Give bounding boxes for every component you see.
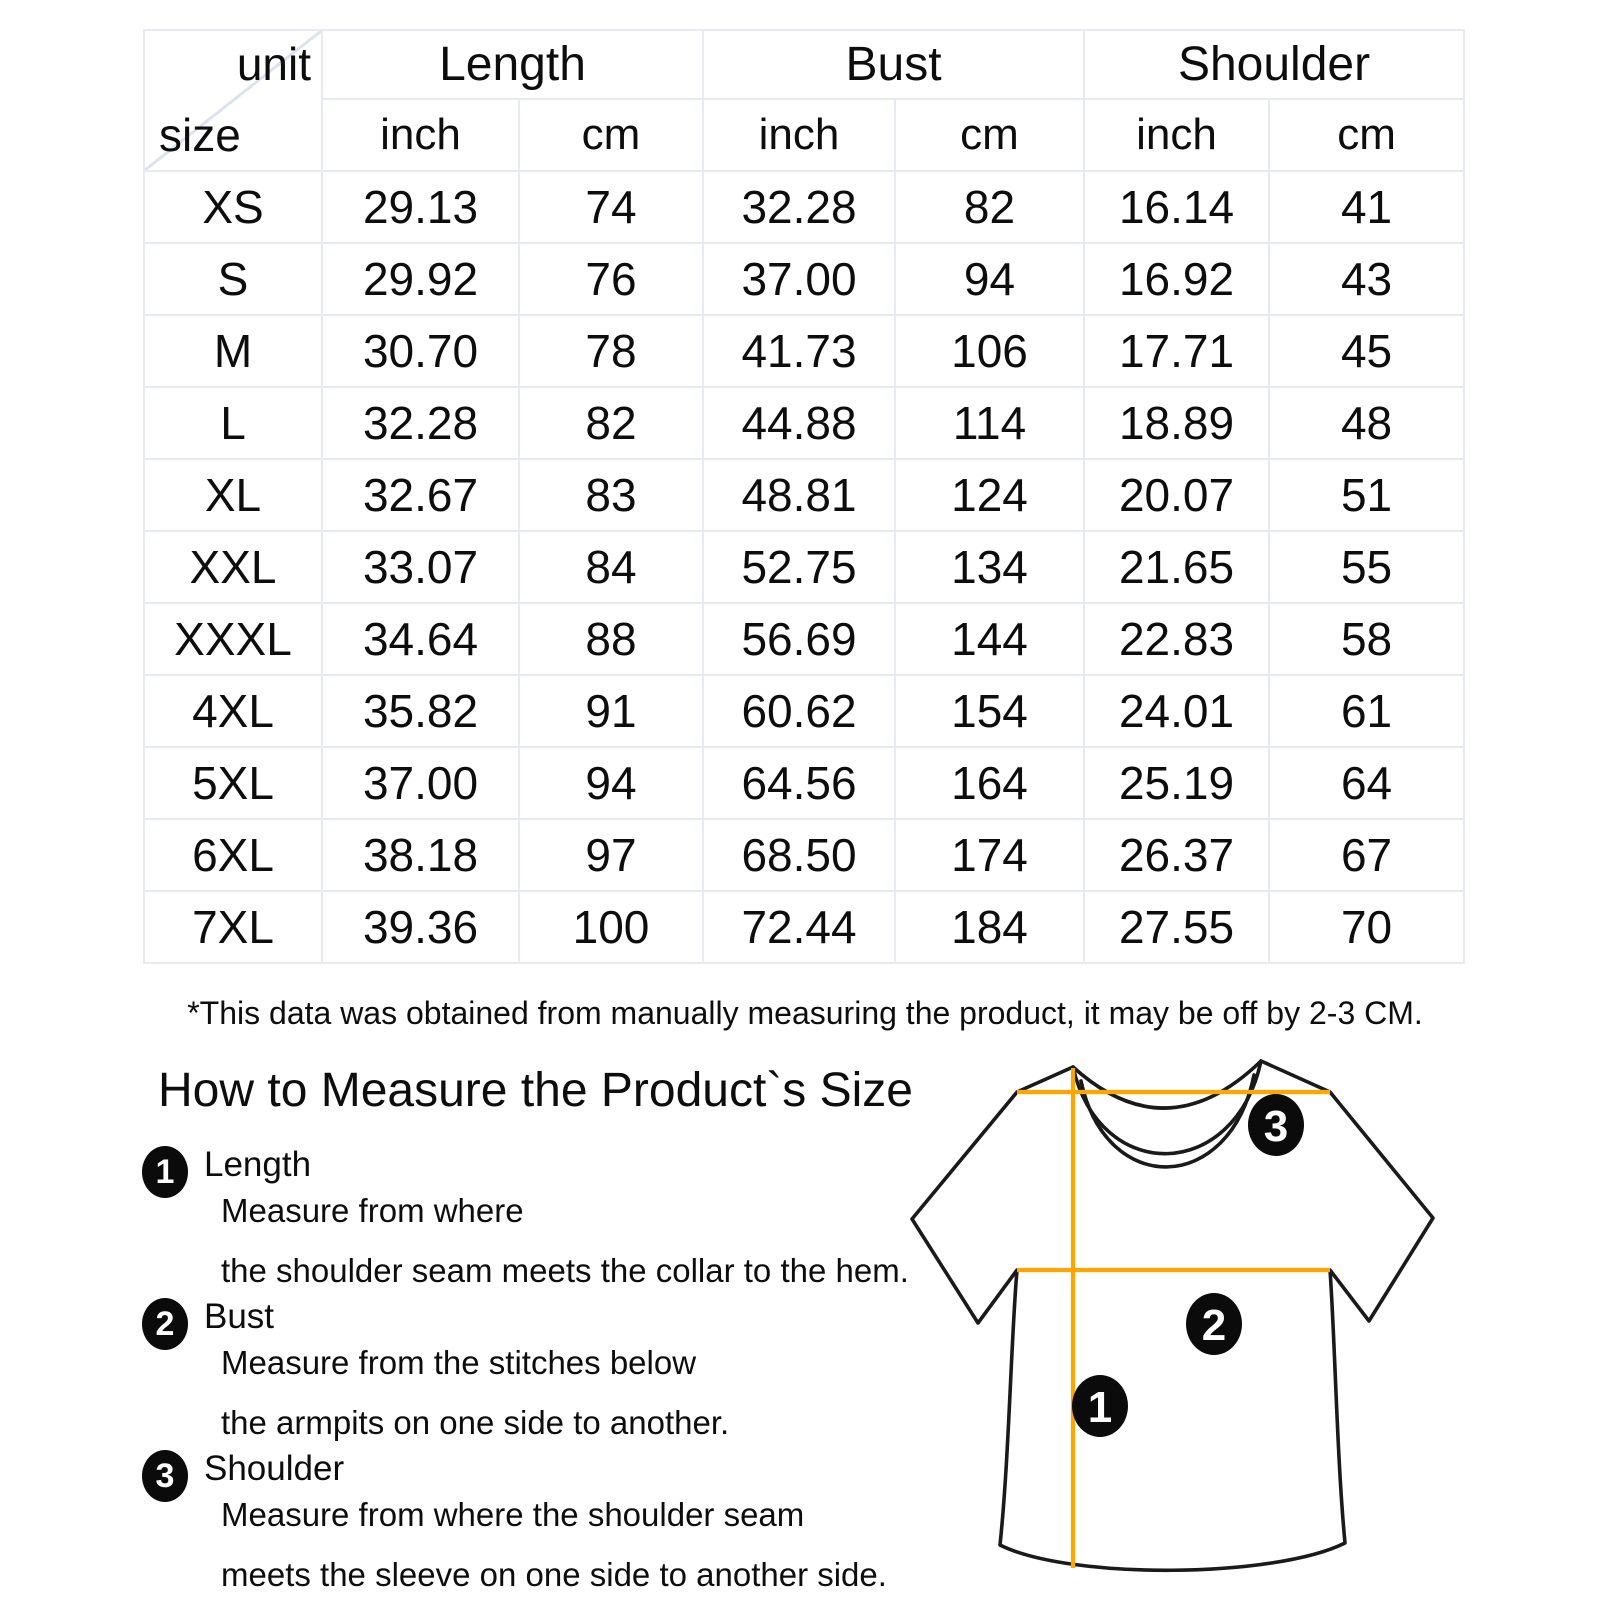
tshirt-measure-diagram	[850, 1040, 1490, 1590]
measurement-value: 48	[1269, 387, 1464, 459]
measure-item-length	[142, 1142, 922, 1294]
measurement-value: 44.88	[703, 387, 895, 459]
size-label: XL	[144, 459, 322, 531]
table-row	[144, 171, 1464, 243]
size-label: 6XL	[144, 819, 322, 891]
measure-item-line: the armpits on one side to another.	[221, 1404, 730, 1441]
group-header-length: Length	[322, 30, 703, 99]
measurement-value: 38.18	[322, 819, 519, 891]
measurement-value: 184	[895, 891, 1084, 963]
marker-3-label: 3	[1263, 1102, 1289, 1151]
measure-item-line: Measure from where	[221, 1192, 524, 1229]
measure-item-shoulder	[142, 1446, 922, 1598]
measurement-value: 91	[519, 675, 703, 747]
measurement-value: 60.62	[703, 675, 895, 747]
measurement-value: 78	[519, 315, 703, 387]
measurement-value: 56.69	[703, 603, 895, 675]
measurement-value: 64.56	[703, 747, 895, 819]
size-chart-table	[143, 29, 1465, 964]
corner-size-label: size	[159, 109, 241, 161]
measure-item-label: Length	[204, 1145, 312, 1184]
measurement-value: 72.44	[703, 891, 895, 963]
group-header-bust: Bust	[703, 30, 1084, 99]
measurement-value: 88	[519, 603, 703, 675]
measurement-value: 52.75	[703, 531, 895, 603]
measurement-value: 48.81	[703, 459, 895, 531]
measurement-value: 32.67	[322, 459, 519, 531]
measurement-value: 27.55	[1084, 891, 1269, 963]
unit-header: inch	[703, 99, 895, 171]
measurement-value: 32.28	[703, 171, 895, 243]
measurement-value: 144	[895, 603, 1084, 675]
measurement-value: 34.64	[322, 603, 519, 675]
measurement-value: 83	[519, 459, 703, 531]
measurement-value: 29.92	[322, 243, 519, 315]
size-label: XXL	[144, 531, 322, 603]
measurement-value: 100	[519, 891, 703, 963]
unit-header: cm	[895, 99, 1084, 171]
unit-header: inch	[1084, 99, 1269, 171]
table-row	[144, 675, 1464, 747]
measure-item-line: meets the sleeve on one side to another side.	[221, 1556, 887, 1593]
table-row	[144, 819, 1464, 891]
measurement-value: 22.83	[1084, 603, 1269, 675]
size-table-body	[144, 171, 1464, 963]
measurement-value: 70	[1269, 891, 1464, 963]
corner-unit-label: unit	[236, 38, 311, 90]
measure-item-line: Measure from where the shoulder seam	[221, 1496, 805, 1533]
measurement-disclaimer: *This data was obtained from manually measuring the product, it may be off by 2-3 CM.	[187, 995, 1423, 1031]
group-header-shoulder: Shoulder	[1084, 30, 1464, 99]
measure-item-line: Measure from the stitches below	[221, 1344, 697, 1381]
measurement-value: 25.19	[1084, 747, 1269, 819]
unit-header-row	[144, 99, 1464, 171]
measurement-value: 164	[895, 747, 1084, 819]
measurement-value: 43	[1269, 243, 1464, 315]
measure-item-line: the shoulder seam meets the collar to the hem.	[221, 1252, 909, 1289]
number-badge-2: 2	[142, 1298, 188, 1350]
measurement-value: 29.13	[322, 171, 519, 243]
measurement-value: 114	[895, 387, 1084, 459]
measurement-value: 30.70	[322, 315, 519, 387]
measurement-value: 76	[519, 243, 703, 315]
measurement-value: 21.65	[1084, 531, 1269, 603]
size-label: 5XL	[144, 747, 322, 819]
size-label: L	[144, 387, 322, 459]
measurement-value: 74	[519, 171, 703, 243]
measurement-value: 84	[519, 531, 703, 603]
table-row	[144, 315, 1464, 387]
size-label: M	[144, 315, 322, 387]
measurement-value: 124	[895, 459, 1084, 531]
measurement-value: 64	[1269, 747, 1464, 819]
measurement-value: 94	[895, 243, 1084, 315]
corner-cell	[144, 30, 322, 171]
marker-2-label: 2	[1201, 1301, 1227, 1350]
measurement-value: 82	[895, 171, 1084, 243]
unit-header: inch	[322, 99, 519, 171]
number-badge-3: 3	[142, 1450, 188, 1502]
measurement-value: 174	[895, 819, 1084, 891]
table-row	[144, 891, 1464, 963]
measurement-value: 94	[519, 747, 703, 819]
unit-header: cm	[519, 99, 703, 171]
table-row	[144, 603, 1464, 675]
table-row	[144, 531, 1464, 603]
measurement-value: 33.07	[322, 531, 519, 603]
table-row	[144, 243, 1464, 315]
measurement-value: 106	[895, 315, 1084, 387]
group-header-row	[144, 30, 1464, 99]
measurement-value: 37.00	[703, 243, 895, 315]
measurement-value: 32.28	[322, 387, 519, 459]
size-label: XS	[144, 171, 322, 243]
measurement-value: 82	[519, 387, 703, 459]
measurement-value: 17.71	[1084, 315, 1269, 387]
measurement-value: 97	[519, 819, 703, 891]
size-label: S	[144, 243, 322, 315]
measurement-value: 39.36	[322, 891, 519, 963]
measurement-value: 16.92	[1084, 243, 1269, 315]
measurement-value: 37.00	[322, 747, 519, 819]
measurement-value: 41.73	[703, 315, 895, 387]
size-label: XXXL	[144, 603, 322, 675]
measurement-value: 134	[895, 531, 1084, 603]
marker-1-label: 1	[1087, 1383, 1113, 1432]
measurement-value: 24.01	[1084, 675, 1269, 747]
measurement-value: 18.89	[1084, 387, 1269, 459]
table-row	[144, 387, 1464, 459]
measurement-value: 68.50	[703, 819, 895, 891]
measurement-value: 26.37	[1084, 819, 1269, 891]
how-to-list	[142, 1142, 922, 1598]
measurement-value: 58	[1269, 603, 1464, 675]
measure-item-bust	[142, 1294, 922, 1446]
measure-item-label: Bust	[204, 1297, 275, 1336]
measurement-value: 20.07	[1084, 459, 1269, 531]
size-label: 4XL	[144, 675, 322, 747]
how-to-title: How to Measure the Product`s Size	[158, 1064, 913, 1117]
measurement-value: 55	[1269, 531, 1464, 603]
measurement-value: 45	[1269, 315, 1464, 387]
measurement-value: 61	[1269, 675, 1464, 747]
measurement-value: 35.82	[322, 675, 519, 747]
measurement-value: 41	[1269, 171, 1464, 243]
measure-item-label: Shoulder	[204, 1449, 345, 1488]
tshirt-outline	[912, 1061, 1433, 1570]
unit-header: cm	[1269, 99, 1464, 171]
measurement-value: 51	[1269, 459, 1464, 531]
table-row	[144, 747, 1464, 819]
measurement-value: 154	[895, 675, 1084, 747]
measurement-value: 67	[1269, 819, 1464, 891]
measurement-value: 16.14	[1084, 171, 1269, 243]
size-label: 7XL	[144, 891, 322, 963]
number-badge-1: 1	[142, 1146, 188, 1198]
table-row	[144, 459, 1464, 531]
